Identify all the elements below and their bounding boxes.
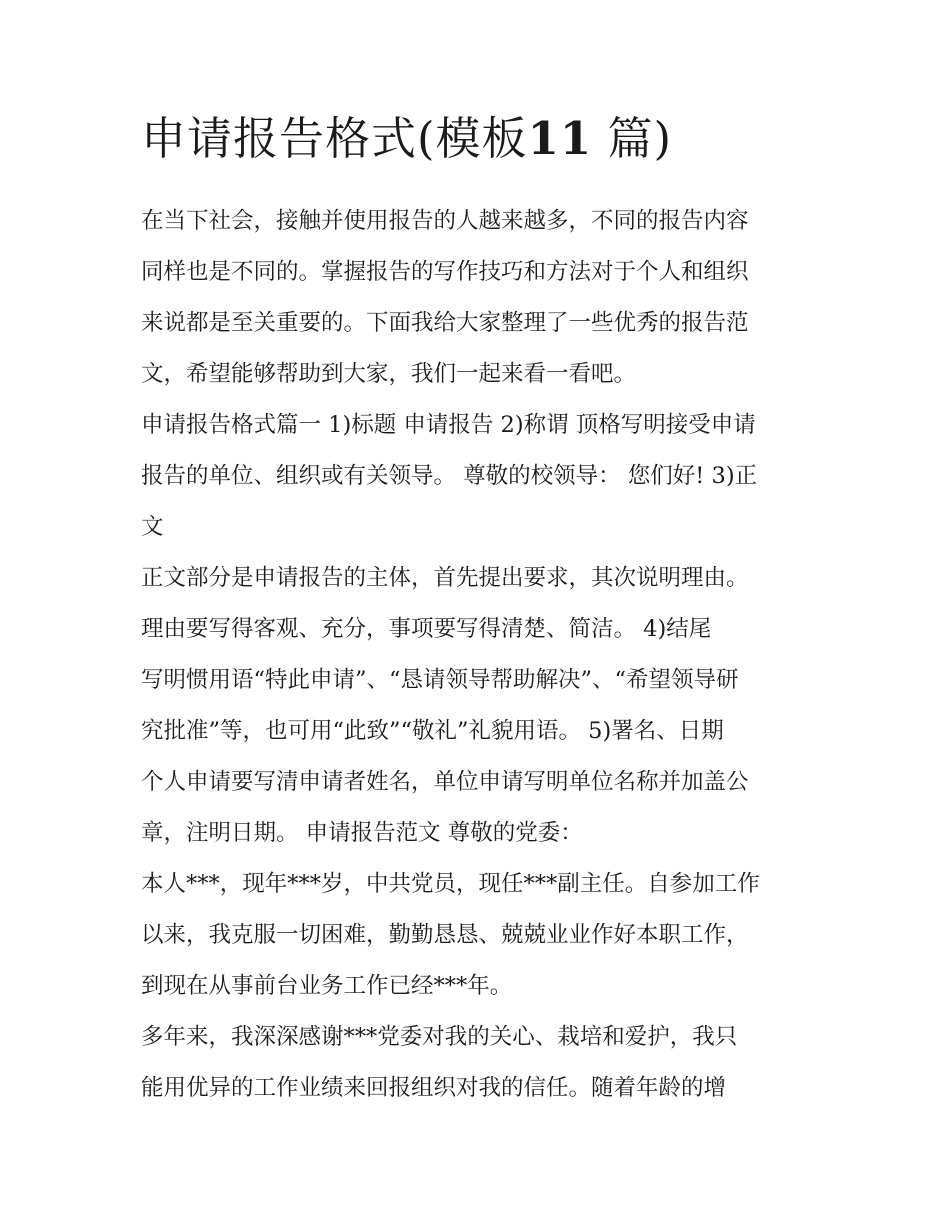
text-line: 写明惯用语“特此申请”、“恳请领导帮助解决”、“希望领导研 (141, 667, 739, 693)
text-line: 文，希望能够帮助到大家，我们一起来看一看吧。 (141, 361, 637, 387)
text-line: 正文部分是申请报告的主体，首先提出要求，其次说明理由。 (141, 565, 749, 591)
text-line: 多年来，我深深感谢***党委对我的关心、栽培和爱护，我只 (141, 1024, 738, 1050)
text-line: 来说都是至关重要的。下面我给大家整理了一些优秀的报告范 (141, 310, 749, 336)
text-line: 文 (141, 514, 164, 540)
text-line: 个人申请要写清申请者姓名，单位申请写明单位名称并加盖公 (141, 769, 749, 795)
text-line: 在当下社会，接触并使用报告的人越来越多，不同的报告内容 (141, 208, 749, 234)
text-line: 以来，我克服一切困难，勤勤恳恳、兢兢业业作好本职工作， (141, 922, 749, 948)
text-line: 到现在从事前台业务工作已经***年。 (141, 973, 513, 999)
title-prefix: 申请报告格式(模板 (141, 112, 528, 165)
title-suffix: 篇) (607, 112, 673, 165)
text-line: 申请报告格式篇一 1)标题 申请报告 2)称谓 顶格写明接受申请 (141, 412, 756, 438)
title-number: 11 (527, 112, 593, 165)
text-line: 究批准”等，也可用“此致”“敬礼”礼貌用语。 5)署名、日期 (141, 718, 724, 744)
text-line: 同样也是不同的。掌握报告的写作技巧和方法对于个人和组织 (141, 259, 749, 285)
document-title (141, 112, 672, 166)
text-line: 章，注明日期。 申请报告范文 尊敬的党委： (141, 820, 583, 846)
text-line: 理由要写得客观、充分，事项要写得清楚、简洁。 4)结尾 (141, 616, 712, 642)
text-line: 报告的单位、组织或有关领导。 尊敬的校领导： 您们好! 3)正 (141, 463, 758, 489)
text-line: 能用优异的工作业绩来回报组织对我的信任。随着年龄的增 (141, 1075, 727, 1101)
text-line: 本人***，现年***岁，中共党员，现任***副主任。自参加工作 (141, 871, 760, 897)
